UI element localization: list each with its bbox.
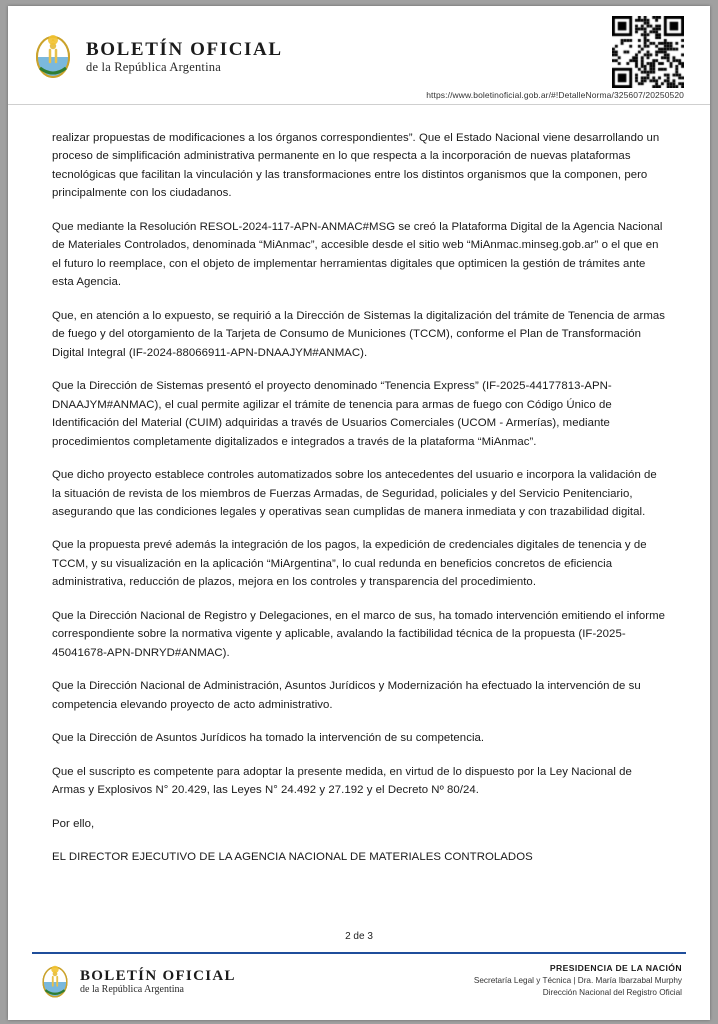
paragraph: Que la Dirección Nacional de Administración, Asuntos Jurídicos y Modernización ha efectuado la intervención de su competencia elevando proyecto de acto administrativo. [52,680,641,711]
argentina-coat-of-arms-icon [38,960,72,1004]
paragraph: Que la Dirección de Asuntos Jurídicos ha tomado la intervención de su competencia. [52,732,485,745]
document-body [8,105,710,928]
paragraph: Que el suscripto es competente para adoptar la presente medida, en virtud de lo dispuesto por la Ley Nacional de Armas y Explosivos N° 20.429, las Leyes N° 24.492 y 27.192 y el Decreto Nº 80/24. [52,765,632,797]
brand-text-block [86,40,283,74]
footer-logo [38,960,236,1004]
brand-title: BOLETÍN OFICIAL [86,38,283,60]
document-footer [8,954,710,1020]
document-page [8,6,710,1020]
document-header [8,6,710,105]
footer-registry: Dirección Nacional del Registro Oficial [542,988,682,998]
paragraph: Que, en atención a lo expuesto, se requirió a la Dirección de Sistemas la digitalización del trámite de Tenencia de armas de fuego y del otorgamiento de la Tarjeta de Consumo de Municiones (TCCM), conforme el Plan de Transformación Digital Integral (IF-2024-88066911-APN-DNAAJYM#ANMAC). [52,309,666,359]
brand-subtitle: de la República Argentina [86,59,221,74]
argentina-coat-of-arms-icon [30,28,76,86]
page-number: 2 de 3 [345,931,373,942]
document-url: https://www.boletinoficial.gob.ar/#!DetalleNorma/325607/20250520 [426,90,684,100]
footer-secretary: Secretaría Legal y Técnica | Dra. María Ibarzabal Murphy [473,975,682,985]
paragraph: Que la Dirección de Sistemas presentó el proyecto denominado “Tenencia Express” (IF-2025-44177813-APN-DNAAJYM#ANMAC), el cual permite agilizar el trámite de tenencia para armas de fuego con Código Único de Identificación del Material (CUIM) adquiridas a través de Usuarios Comerciales (UCOM - Armerías), mediante procedimientos completamente digitalizados e integrados a través de la plataforma “MiAnmac”. [52,380,612,448]
paragraph: Que dicho proyecto establece controles automatizados sobre los antecedentes del usuario e incorpora la validación de la situación de revista de los miembros de Fuerzas Armadas, de Seguridad, policiales y del Servicio Penitenciario, asegurando que las condiciones legales y operativas sean cumplidas de manera inmediata y con trazabilidad digital. [52,469,657,518]
paragraph: Que mediante la Resolución RESOL-2024-117-APN-ANMAC#MSG se creó la Plataforma Digital de la Agencia Nacional de Materiales Controlados, denominada “MiAnmac”, accesible desde el sitio web “MiAnmac.minseg.gob.ar” o el que en el futuro lo reemplace, con el objeto de implementar herramientas digitales que optimicen la gestión de trámites ante esta Agencia. [52,220,663,289]
paragraph: Por ello, [52,817,95,830]
paragraph: Que la propuesta prevé además la integración de los pagos, la expedición de credenciales digitales de tenencia y de TCCM, y su visualización en la aplicación “MiArgentina”, lo cual redunda en beneficios concretos de eficiencia administrativa, reducción de plazos, mejora en los controles y transparencia del procedimiento. [52,539,647,589]
footer-presidency: PRESIDENCIA DE LA NACIÓN [549,963,682,973]
qr-code-icon [612,16,684,88]
footer-brand-text [80,969,236,996]
paragraph: realizar propuestas de modificaciones a los órganos correspondientes”. Que el Estado Nacional viene desarrollando un proceso de simplificación administrativa permanente en lo que respecta a la incorporación de nuevas plataformas tecnológicas que facilitan la vinculación y las transformaciones entre los distintos organismos que la componen, pero principalmente con los ciudadanos. [52,132,660,200]
footer-brand-title: BOLETÍN OFICIAL [80,967,236,984]
boletin-oficial-logo [30,28,283,86]
footer-brand-subtitle: de la República Argentina [80,984,184,996]
paragraph: Que la Dirección Nacional de Registro y Delegaciones, en el marco de sus, ha tomado intervención emitiendo el informe correspondiente sobre la normativa vigente y aplicable, avalando la factibilidad técnica de la propuesta (IF-2025-45041678-APN-DNRYD#ANMAC). [52,609,666,659]
signature-line: EL DIRECTOR EJECUTIVO DE LA AGENCIA NACIONAL DE MATERIALES CONTROLADOS [52,851,533,864]
footer-credits [474,962,682,999]
